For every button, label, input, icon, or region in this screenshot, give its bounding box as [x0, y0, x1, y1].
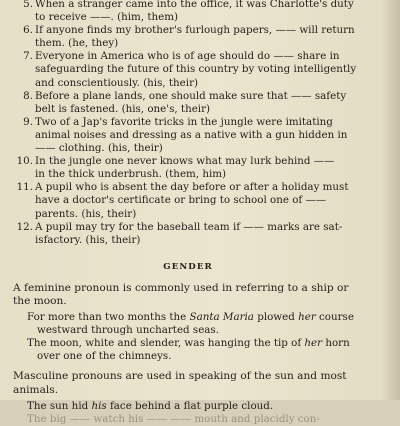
rule-paragraph — [13, 370, 363, 396]
example-block — [13, 400, 363, 426]
example-text: The moon, white and slender, was hanging the tip of — [27, 337, 305, 350]
exercise-item — [13, 24, 363, 50]
exercise-item — [13, 90, 363, 116]
exercise-line: In the jungle one never knows what may lurk behind —— — [35, 155, 335, 168]
rule-line: the moon. — [13, 294, 67, 307]
exercise-number: 10. — [16, 155, 33, 168]
example-italic: her — [304, 337, 323, 350]
exercise-item — [13, 50, 363, 89]
exercise-number: 11. — [16, 181, 33, 194]
exercise-line: —— clothing. (his, their) — [35, 142, 163, 155]
exercise-line: safeguarding the future of this country by voting intelligently — [35, 63, 357, 76]
exercise-line: belt is fastened. (his, one's, their) — [35, 102, 211, 115]
section-heading: GENDER — [163, 261, 213, 272]
exercise-number: 7. — [23, 50, 33, 63]
exercise-line: them. (he, they) — [35, 37, 119, 50]
example-italic: her — [298, 311, 316, 324]
exercise-item — [13, 181, 363, 220]
exercise-number: 9. — [23, 115, 33, 128]
exercise-item — [13, 0, 363, 24]
page-content — [13, 0, 363, 426]
rule-line: Masculine pronouns are used in speaking of the sun and most — [13, 370, 347, 383]
exercise-line: isfactory. (his, their) — [35, 233, 141, 246]
example-text: course — [315, 311, 354, 324]
exercise-line: in the thick underbrush. (them, him) — [35, 168, 227, 181]
example-text: horn — [322, 337, 350, 350]
example-text: face behind a flat purple cloud. — [106, 399, 274, 412]
rule-line: A feminine pronoun is commonly used in referring to a ship or — [13, 281, 349, 294]
exercise-line: Before a plane lands, one should make sure that —— safety — [35, 89, 347, 102]
exercise-number: 8. — [23, 89, 33, 102]
rule-paragraph — [13, 282, 363, 308]
exercise-line: If anyone finds my brother's furlough papers, —— will return — [35, 24, 355, 37]
exercise-line: A pupil may try for the baseball team if —— marks are sat- — [35, 220, 343, 233]
example-italic: Santa Maria — [189, 311, 254, 324]
example-text: For more than two months the — [27, 311, 190, 324]
exercise-item — [13, 155, 363, 181]
example-sentence-partial: The big —— watch his —— —— mouth and placidly con- — [27, 412, 320, 425]
rule-line: animals. — [13, 383, 59, 396]
exercise-item — [13, 221, 363, 247]
exercise-line: and conscientiously. (his, their) — [35, 76, 199, 89]
exercise-item — [13, 116, 363, 155]
exercise-line: to receive ——. (him, them) — [35, 11, 178, 24]
example-continuation: over one of the chimneys. — [37, 350, 172, 363]
spacer — [13, 363, 363, 370]
exercise-line: animal noises and dressing as a native with a gun hidden in — [35, 128, 348, 141]
example-block — [13, 311, 363, 363]
exercise-number: 12. — [16, 220, 33, 233]
example-text: plowed — [253, 311, 299, 324]
exercise-line: When a stranger came into the office, it was Charlotte's duty — [35, 0, 354, 10]
exercise-line: parents. (his, their) — [35, 207, 137, 220]
exercise-number: 5. — [23, 0, 33, 10]
example-text: The sun hid — [27, 399, 92, 412]
page-gutter-shadow — [382, 0, 400, 400]
exercise-line: A pupil who is absent the day before or after a holiday must — [35, 181, 349, 194]
example-sentence — [27, 337, 363, 350]
example-sentence — [27, 311, 363, 324]
example-sentence — [27, 400, 363, 413]
exercise-list — [13, 0, 363, 247]
exercise-line: Two of a Jap's favorite tricks in the jungle were imitating — [35, 115, 333, 128]
exercise-line: Everyone in America who is of age should do —— share in — [35, 50, 340, 63]
exercise-line: have a doctor's certificate or bring to school one of —— — [35, 194, 327, 207]
exercise-number: 6. — [23, 24, 33, 37]
example-italic: his — [91, 399, 107, 412]
example-continuation: westward through uncharted seas. — [37, 324, 219, 337]
